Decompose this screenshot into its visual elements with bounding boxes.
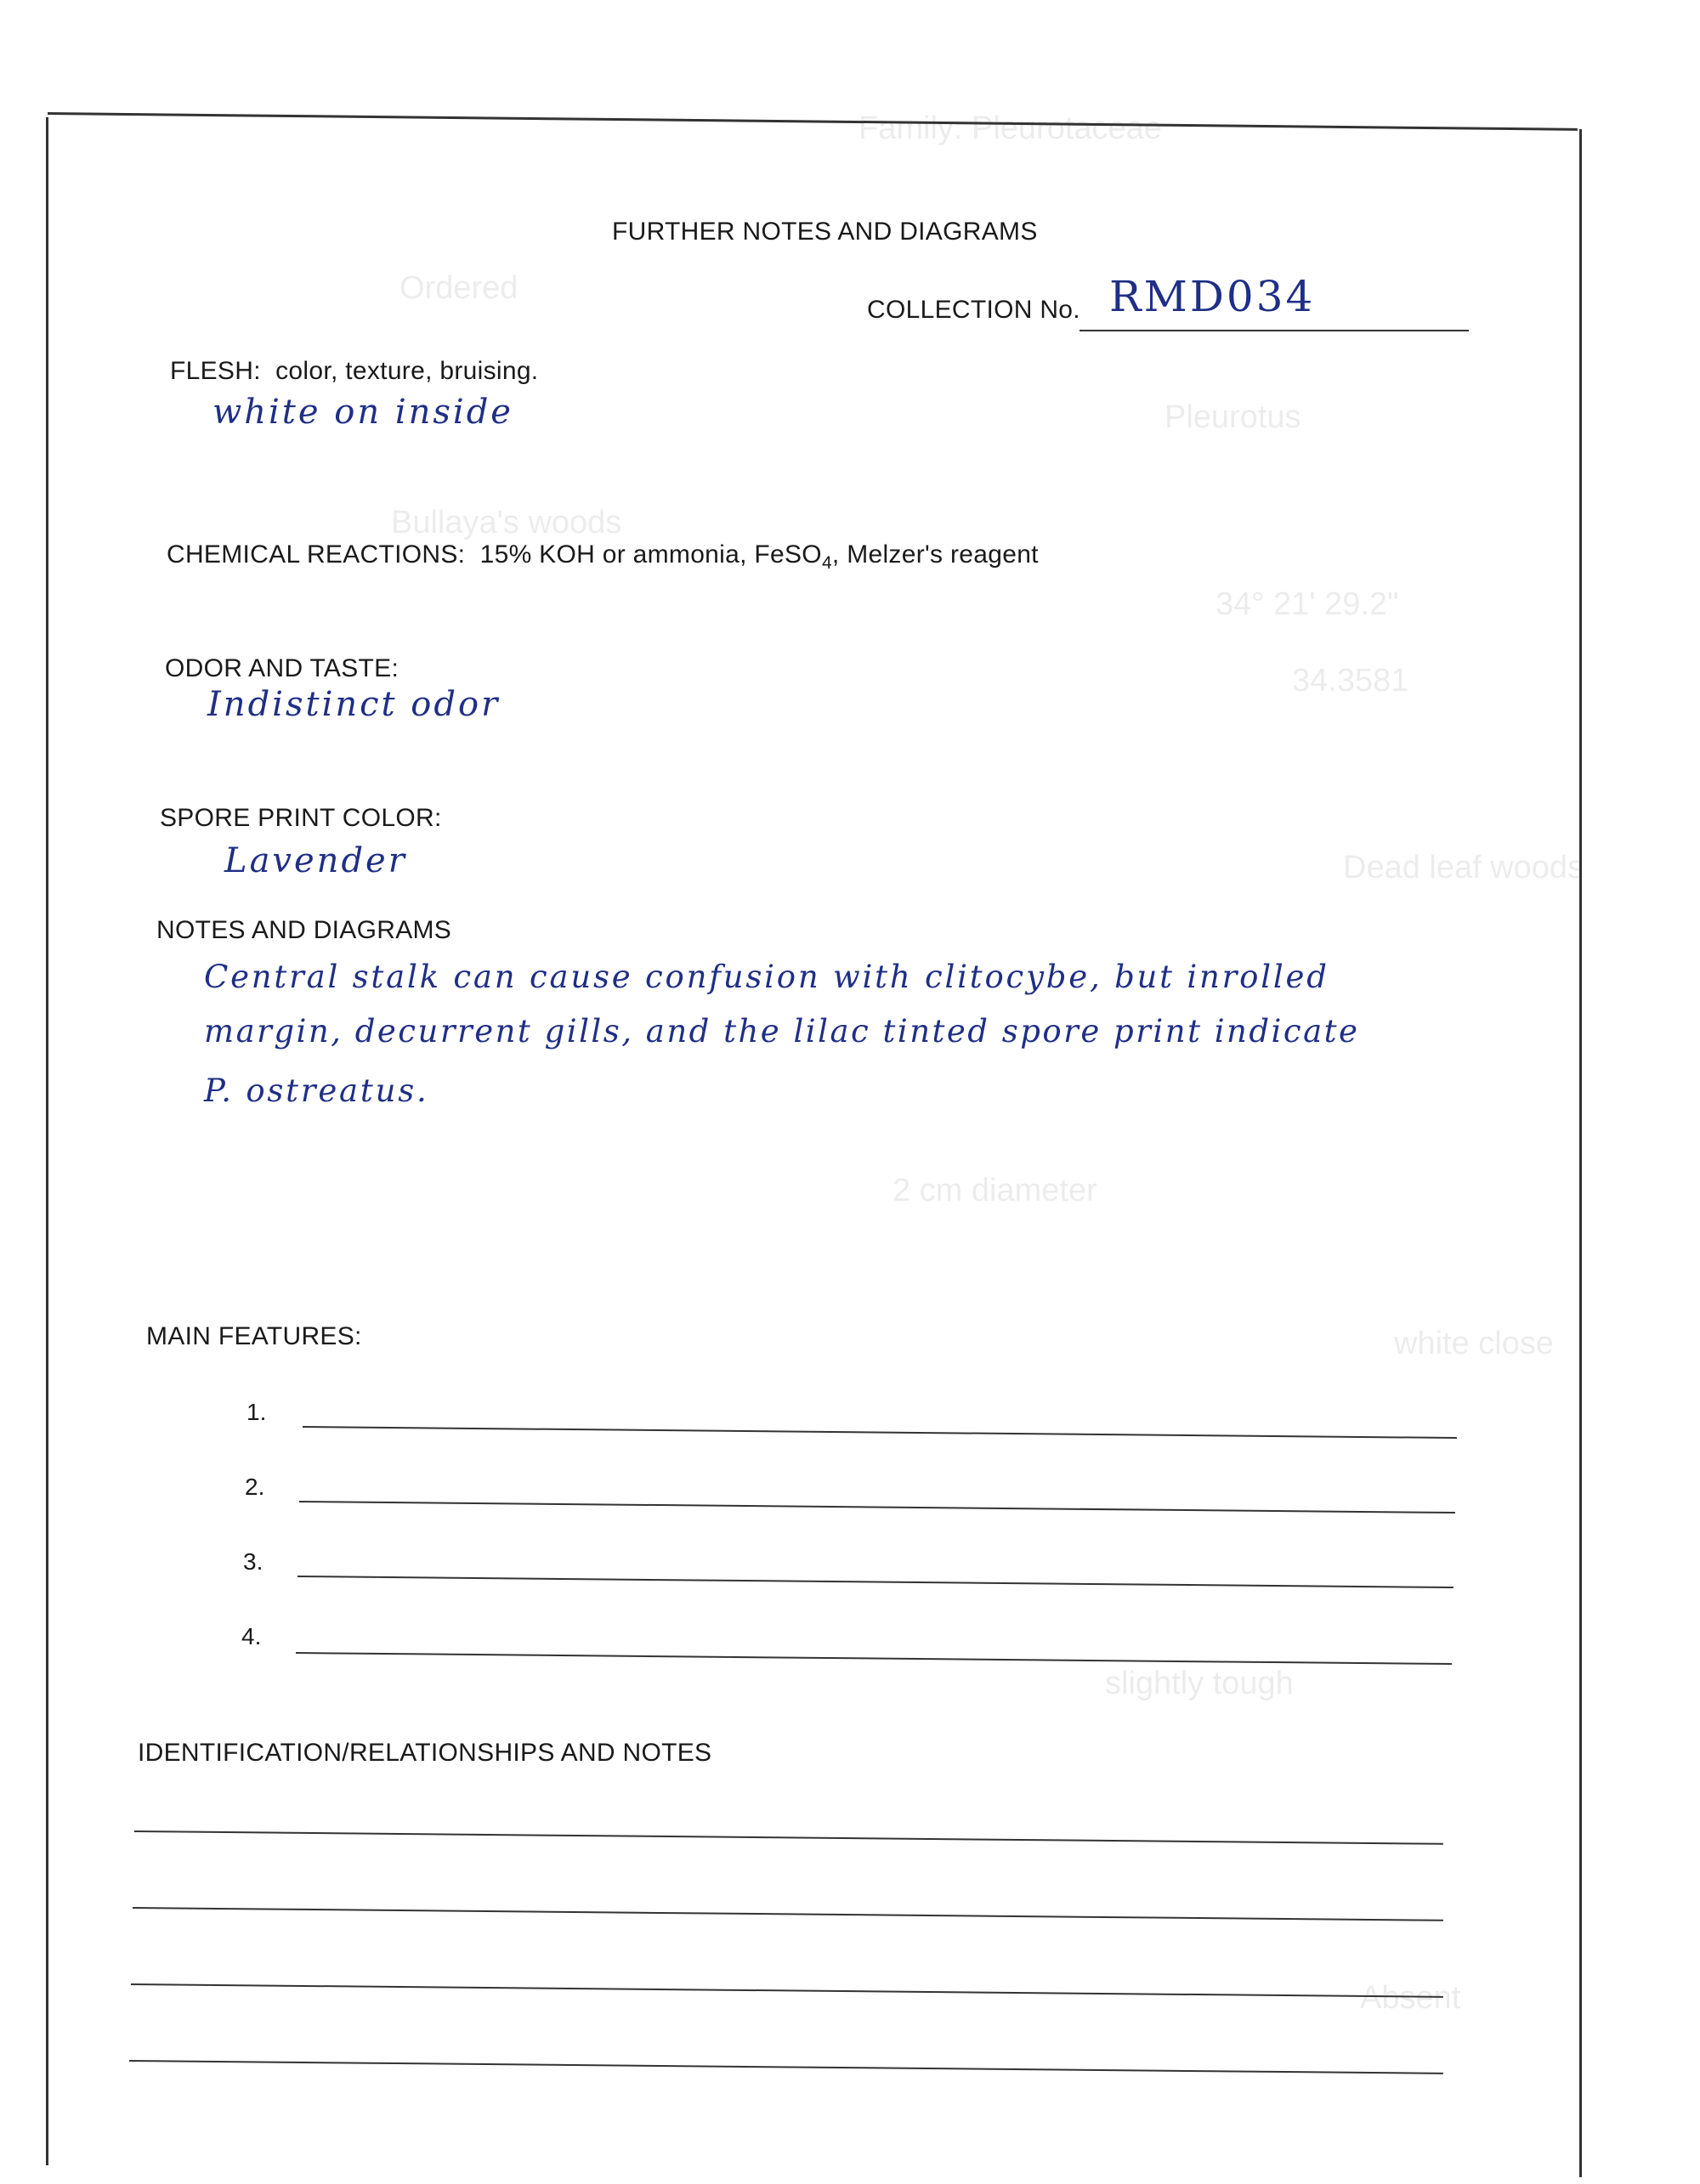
identification-line-1	[134, 1830, 1443, 1845]
feature-line-2	[299, 1501, 1455, 1514]
bleed-through-text: 2 cm diameter	[892, 1173, 1097, 1208]
notes-line-3: P. ostreatus.	[204, 1072, 429, 1109]
notes-line-1: Central stalk can cause confusion with clitocybe, but inrolled	[204, 959, 1329, 995]
collection-number-line	[1080, 330, 1469, 331]
chemical-hint: 15% KOH or ammonia, FeSO$_4$, Melzer's reagent	[479, 540, 1039, 573]
feature-number-4: 4.	[241, 1623, 262, 1649]
notes-label: NOTES AND DIAGRAMS	[156, 916, 452, 944]
identification-line-4	[129, 2060, 1443, 2074]
chemical-section	[167, 540, 1039, 574]
identification-line-2	[133, 1907, 1443, 1921]
feature-number-2: 2.	[245, 1474, 265, 1500]
bleed-through-text: Dead leaf woods	[1343, 850, 1584, 885]
bleed-through-text: Pleurotus	[1164, 399, 1301, 435]
flesh-value: white on inside	[212, 393, 513, 432]
bleed-through-text: Bullaya's woods	[391, 505, 622, 540]
form-border-left	[46, 117, 48, 2165]
bleed-through-text: Absent	[1360, 1980, 1461, 2016]
flesh-hint: color, texture, bruising.	[275, 357, 539, 385]
form-border-right	[1579, 129, 1582, 2177]
feature-line-4	[296, 1652, 1452, 1665]
feature-number-3: 3.	[243, 1548, 264, 1575]
identification-line-3	[131, 1983, 1443, 1998]
odor-value: Indistinct odor	[207, 685, 501, 724]
chemical-label: CHEMICAL REACTIONS:	[167, 540, 466, 569]
spore-print-value: Lavender	[224, 841, 407, 880]
form-title: FURTHER NOTES AND DIAGRAMS	[612, 218, 1038, 246]
main-features-label: MAIN FEATURES:	[146, 1322, 362, 1350]
notes-line-2: margin, decurrent gills, and the lilac tinted spore print indicate	[204, 1013, 1360, 1050]
bleed-through-text: Ordered	[400, 270, 518, 306]
odor-label: ODOR AND TASTE:	[165, 654, 400, 682]
feature-number-1: 1.	[246, 1399, 267, 1425]
bleed-through-text: Family: Pleurotaceae	[858, 110, 1162, 146]
collection-number-value: RMD034	[1109, 272, 1316, 321]
flesh-section	[170, 357, 538, 386]
feature-line-1	[303, 1426, 1457, 1439]
flesh-label: FLESH:	[170, 357, 261, 385]
spore-print-label: SPORE PRINT COLOR:	[160, 804, 442, 832]
collection-number-label: COLLECTION No.	[867, 296, 1080, 324]
bleed-through-text: 34° 21' 29.2"	[1216, 586, 1399, 622]
bleed-through-text: 34.3581	[1292, 663, 1409, 699]
feature-line-3	[298, 1576, 1454, 1588]
form-border-top	[48, 112, 1578, 131]
bleed-through-text: slightly tough	[1105, 1666, 1294, 1701]
identification-label: IDENTIFICATION/RELATIONSHIPS AND NOTES	[138, 1739, 712, 1767]
bleed-through-text: white close	[1394, 1326, 1554, 1361]
